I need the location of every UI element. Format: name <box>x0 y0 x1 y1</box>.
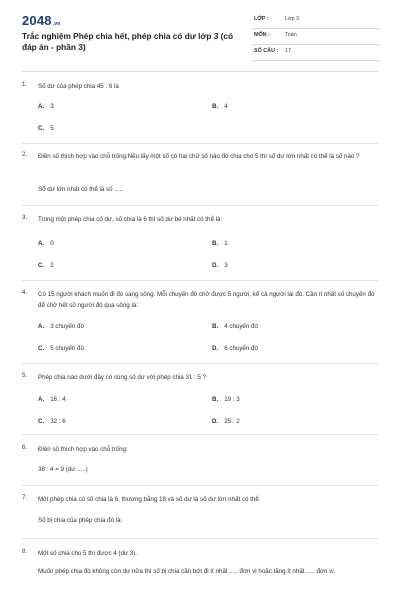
fill-in-prompt[interactable]: 38 : 4 = 9 (dư .....) <box>38 466 88 473</box>
question-divider <box>22 363 378 364</box>
option-c[interactable]: C. 32 : 6 <box>38 418 66 425</box>
logo-sub: .vn <box>52 21 61 27</box>
question-number: 7. <box>22 494 28 501</box>
option-c[interactable]: C. 5 chuyến đò <box>38 345 84 352</box>
question-divider <box>22 434 378 435</box>
meta-value: Lớp 3 <box>285 16 300 22</box>
meta-row-grade <box>252 13 380 29</box>
meta-value: Toán <box>285 32 297 38</box>
question-text: Số dư của phép chia 45 : 6 là <box>38 83 119 90</box>
option-a[interactable]: A. 0 <box>38 240 54 247</box>
question-number: 6. <box>22 444 28 451</box>
question-text: Phép chia nào dưới đây có cùng số dư với phép chia 31 : 5 ? <box>38 374 207 381</box>
logo[interactable] <box>22 13 61 28</box>
question-text: Có 15 người khách muốn đi đò sang sông. Mỗi chuyến đò chở được 5 người, kể cả người lái đò. Cần ít nhất số chuyến đò để chở hết số người đó qua sông là: <box>38 291 375 309</box>
question-divider <box>22 485 378 486</box>
meta-table <box>252 13 380 61</box>
question-number: 2. <box>22 151 28 158</box>
question-divider <box>22 143 378 144</box>
question-text: Điền số thích hợp vào chỗ trống: <box>38 446 128 453</box>
option-b[interactable]: B. 4 chuyến đò <box>212 323 258 330</box>
meta-label: SỐ CÂU : <box>254 48 279 54</box>
logo-main: 2048 <box>22 13 52 28</box>
header-divider <box>22 71 378 72</box>
meta-value: 17 <box>285 48 291 54</box>
option-d[interactable]: D. 25 : 2 <box>212 418 240 425</box>
option-d[interactable]: D. 6 chuyến đò <box>212 345 258 352</box>
question-divider <box>22 280 378 281</box>
option-d[interactable]: D. 3 <box>212 262 228 269</box>
question-number: 4. <box>22 289 28 296</box>
meta-row-subject <box>252 29 380 45</box>
meta-row-count <box>252 45 380 61</box>
question-number: 1. <box>22 81 28 88</box>
page-title: Trắc nghiệm Phép chia hết, phép chia có dư lớp 3 (có đáp án - phần 3) <box>22 31 234 52</box>
question-text: Một số chia cho 5 thì được 4 (dư 3). <box>38 550 138 557</box>
fill-in-prompt[interactable]: Số dư lớn nhất có thể là số ..... <box>38 186 123 193</box>
option-b[interactable]: B. 1 <box>212 240 228 247</box>
option-a[interactable]: A. 16 : 4 <box>38 396 66 403</box>
fill-in-prompt[interactable]: Số bị chia của phép chia đó là: <box>38 517 123 524</box>
option-b[interactable]: B. 19 : 3 <box>212 396 240 403</box>
option-b[interactable]: B. 4 <box>212 103 228 110</box>
option-a[interactable]: A. 3 <box>38 103 54 110</box>
question-number: 8. <box>22 548 28 555</box>
option-a[interactable]: A. 3 chuyến đò <box>38 323 84 330</box>
question-number: 3. <box>22 214 28 221</box>
header <box>0 0 400 62</box>
meta-label: MÔN : <box>254 32 270 38</box>
question-text: Trong một phép chia có dư, số chia là 6 thì số dư bé nhất có thể là: <box>38 216 223 223</box>
option-c[interactable]: C. 5 <box>38 125 54 132</box>
question-text: Điền số thích hợp vào chỗ trống:Nếu lấy một số có hai chữ số nào đó chia cho 5 thì số dư lớn nhất có thể là số nào ? <box>38 153 360 160</box>
option-c[interactable]: C. 2 <box>38 262 54 269</box>
fill-in-prompt[interactable]: Muốn phép chia đó không còn dư nữa thì số bị chia cần bớt đi ít nhất ..... đơn vị hoặc tăng ít nhất ..... đơn vị. <box>38 568 336 575</box>
question-number: 5. <box>22 372 28 379</box>
question-divider <box>22 538 378 539</box>
meta-label: LỚP : <box>254 16 269 22</box>
question-divider <box>22 205 378 206</box>
question-text: Một phép chia có số chia là 6, thương bằng 18 và số dư là số dư lớn nhất có thể. <box>38 496 261 503</box>
